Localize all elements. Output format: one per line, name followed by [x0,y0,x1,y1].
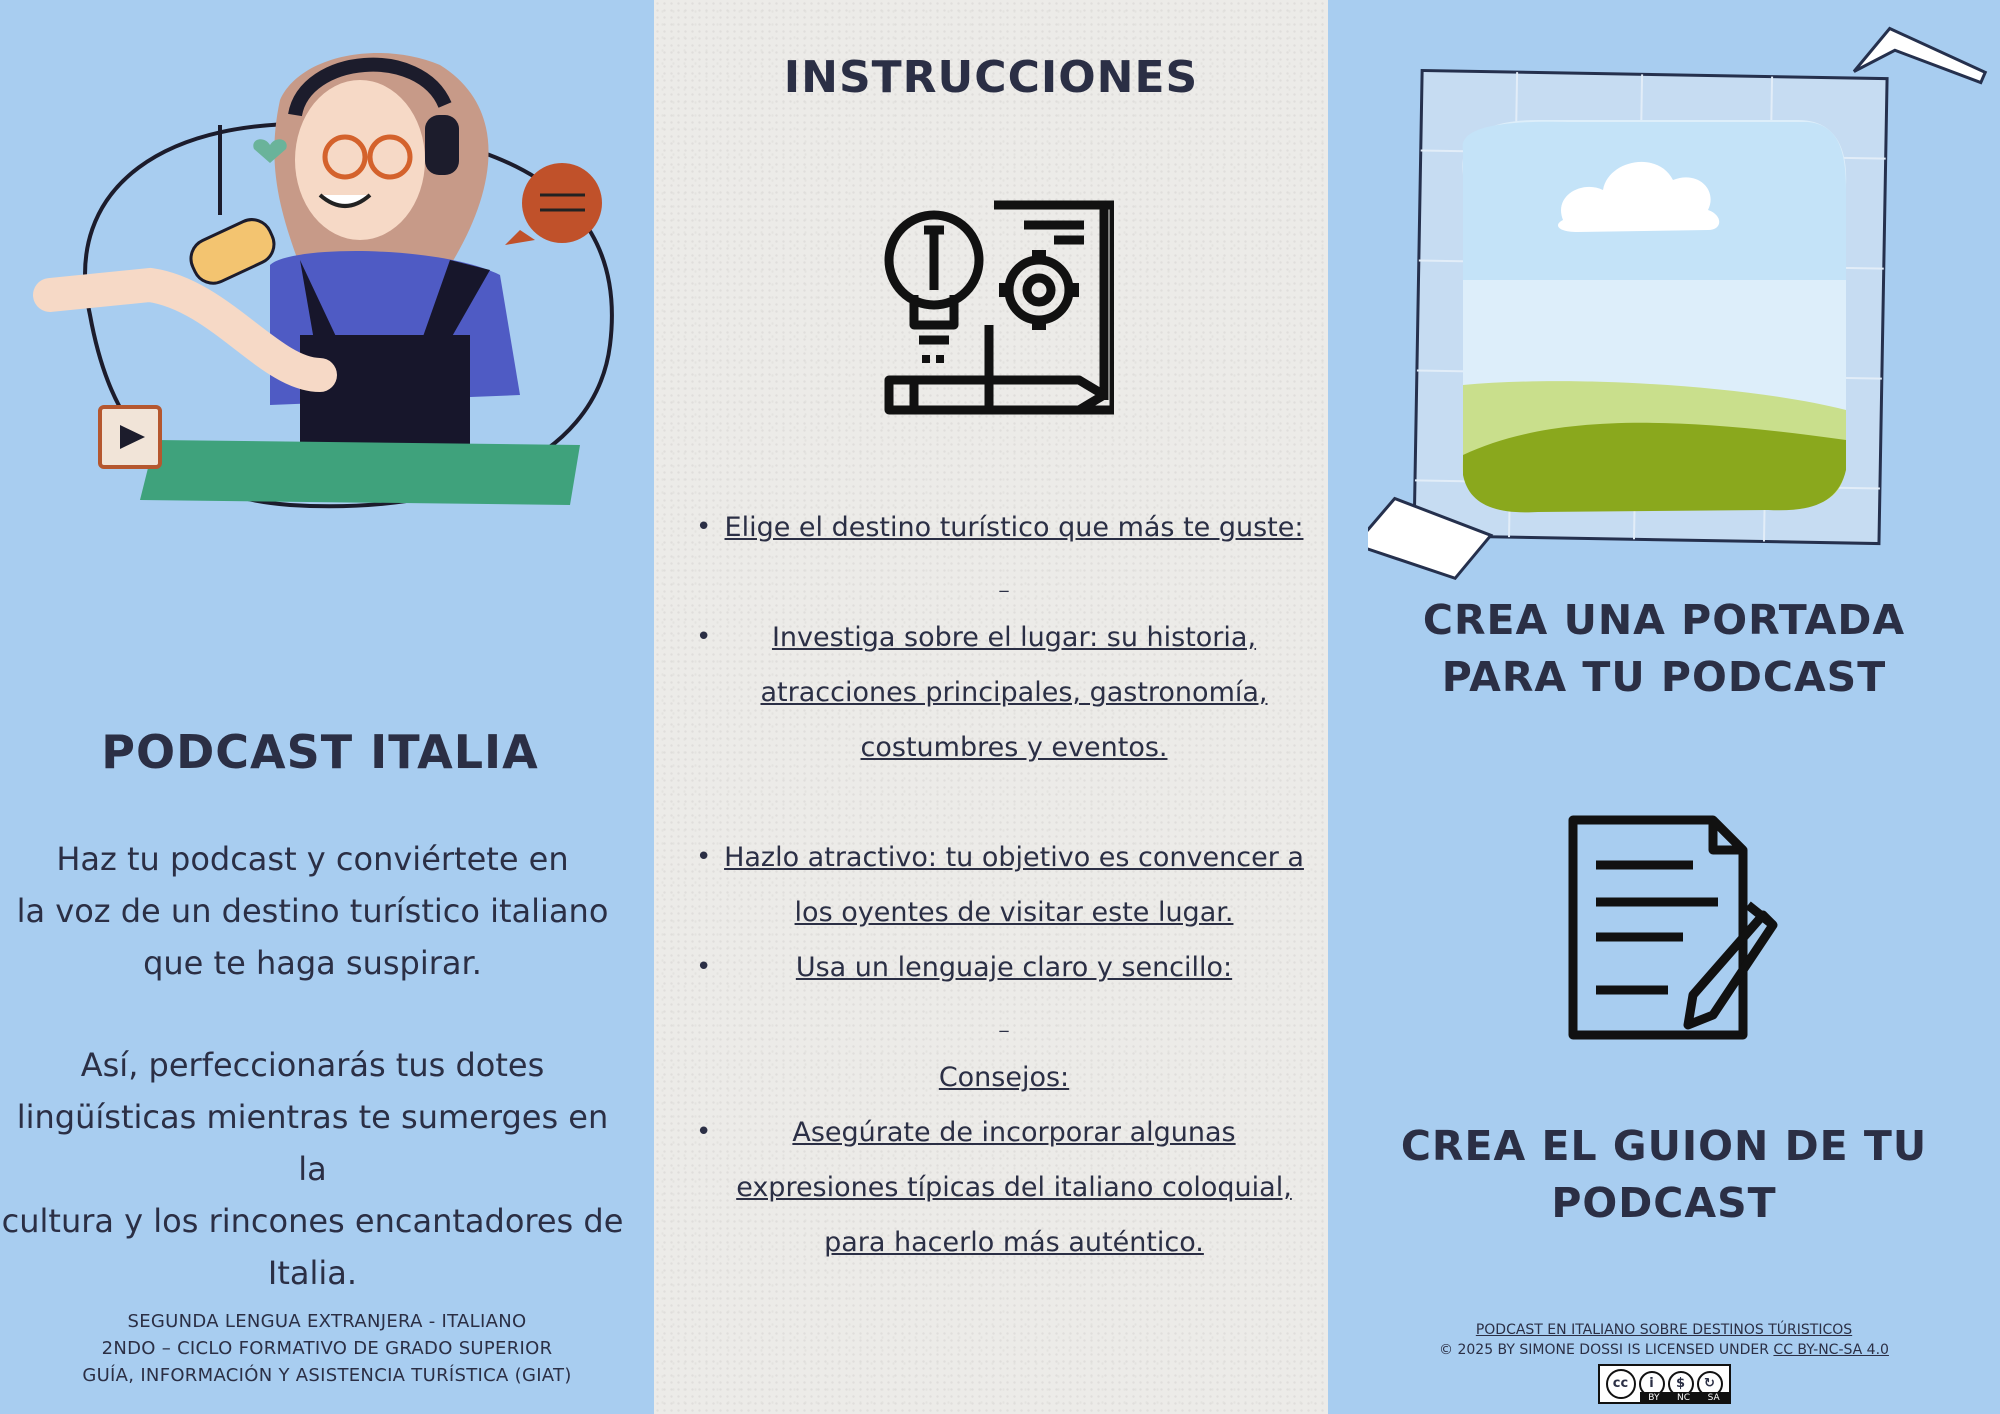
license-link[interactable]: CC BY-NC-SA 4.0 [1773,1342,1889,1358]
footer-line: 2NDO – CICLO FORMATIVO DE GRADO SUPERIOR [101,1338,553,1359]
list-item-line: Asegúrate de incorporar algunas [792,1117,1236,1148]
instructions-title: INSTRUCCIONES [783,52,1199,103]
list-item-line: los oyentes de visitar este lugar. [794,897,1234,928]
list-item-line: costumbres y eventos. [860,732,1168,763]
cc-icon: cc [1606,1369,1636,1399]
goal-line: Italia. [267,1254,358,1292]
intro-paragraph [0,833,625,989]
middle-panel [654,0,1328,1414]
list-item-line: expresiones típicas del italiano coloquial, [736,1172,1292,1203]
tips-heading [694,1050,1314,1105]
script-title-line: CREA EL GUION DE TU [1400,1122,1928,1170]
intro-line: que te haga suspirar. [143,944,482,982]
list-separator [694,555,1314,610]
goal-line: lingüísticas mientras te sumerges en la [16,1098,609,1188]
script-title-line: PODCAST [1551,1179,1777,1227]
cover-title-line: CREA UNA PORTADA [1422,596,1906,644]
course-footer [0,1308,654,1389]
podcaster-illustration [20,45,620,515]
right-panel [1328,0,2000,1414]
goal-line: Así, perfeccionarás tus dotes [80,1046,545,1084]
list-item-line: atracciones principales, gastronomía, [760,677,1268,708]
list-item: • Hazlo atractivo: tu objetivo es convencer a los oyentes de visitar este lugar. [694,830,1314,940]
intro-line: Haz tu podcast y conviértete en [56,840,569,878]
script-title [1328,1118,2000,1232]
cc-label-sa: SA [1707,1393,1720,1403]
list-item-line: Usa un lenguaje claro y sencillo: [795,952,1233,983]
separator-mark: _ [999,572,1009,593]
landscape-photo-icon [1368,20,1988,600]
cc-license-badge[interactable] [1598,1364,1731,1404]
cover-title-line: PARA TU PODCAST [1441,653,1887,701]
idea-book-gear-pencil-icon [884,195,1114,425]
podcast-title: PODCAST ITALIA [101,725,539,779]
cc-label-by: BY [1648,1393,1660,1403]
list-item-line: para hacerlo más auténtico. [824,1227,1204,1258]
list-item: • Asegúrate de incorporar algunas expresiones típicas del italiano coloquial, para hacerlo más auténtico. [694,1105,1314,1270]
cover-title [1328,592,2000,706]
list-item: • Elige el destino turístico que más te guste: [694,500,1314,555]
list-item: • Investiga sobre el lugar: su historia, atracciones principales, gastronomía, costumbres y eventos. [694,610,1314,775]
left-panel [0,0,654,1414]
cc-label-nc: NC [1677,1393,1691,1403]
tips-label: Consejos: [938,1062,1070,1093]
separator-mark: _ [999,1012,1009,1033]
footer-line: GUÍA, INFORMACIÓN Y ASISTENCIA TURÍSTICA (GIAT) [82,1365,572,1386]
document-pencil-icon [1568,815,1778,1040]
goal-paragraph [0,1039,625,1299]
nc-icon: $ [1668,1371,1694,1397]
sa-icon: ↻ [1697,1371,1723,1397]
intro-line: la voz de un destino turístico italiano [16,892,609,930]
list-item-line: Hazlo atractivo: tu objetivo es convencer a [724,842,1304,873]
list-separator [694,995,1314,1050]
list-item-line: Elige el destino turístico que más te guste: [724,512,1304,543]
goal-line: cultura y los rincones encantadores de [1,1202,624,1240]
footer-line: SEGUNDA LENGUA EXTRANJERA - ITALIANO [127,1311,527,1332]
by-icon: i [1639,1371,1665,1397]
list-item-line: Investiga sobre el lugar: su historia, [771,622,1257,653]
license-attribution: © 2025 BY SIMONE DOSSI IS LICENSED UNDER [1439,1342,1774,1358]
license-block [1328,1320,2000,1404]
work-title-link[interactable]: PODCAST EN ITALIANO SOBRE DESTINOS TÚRISTICOS [1475,1322,1853,1338]
list-item: • Usa un lenguaje claro y sencillo: [694,940,1314,995]
cc-label-strip [1640,1392,1729,1404]
instruction-list [694,500,1314,1270]
